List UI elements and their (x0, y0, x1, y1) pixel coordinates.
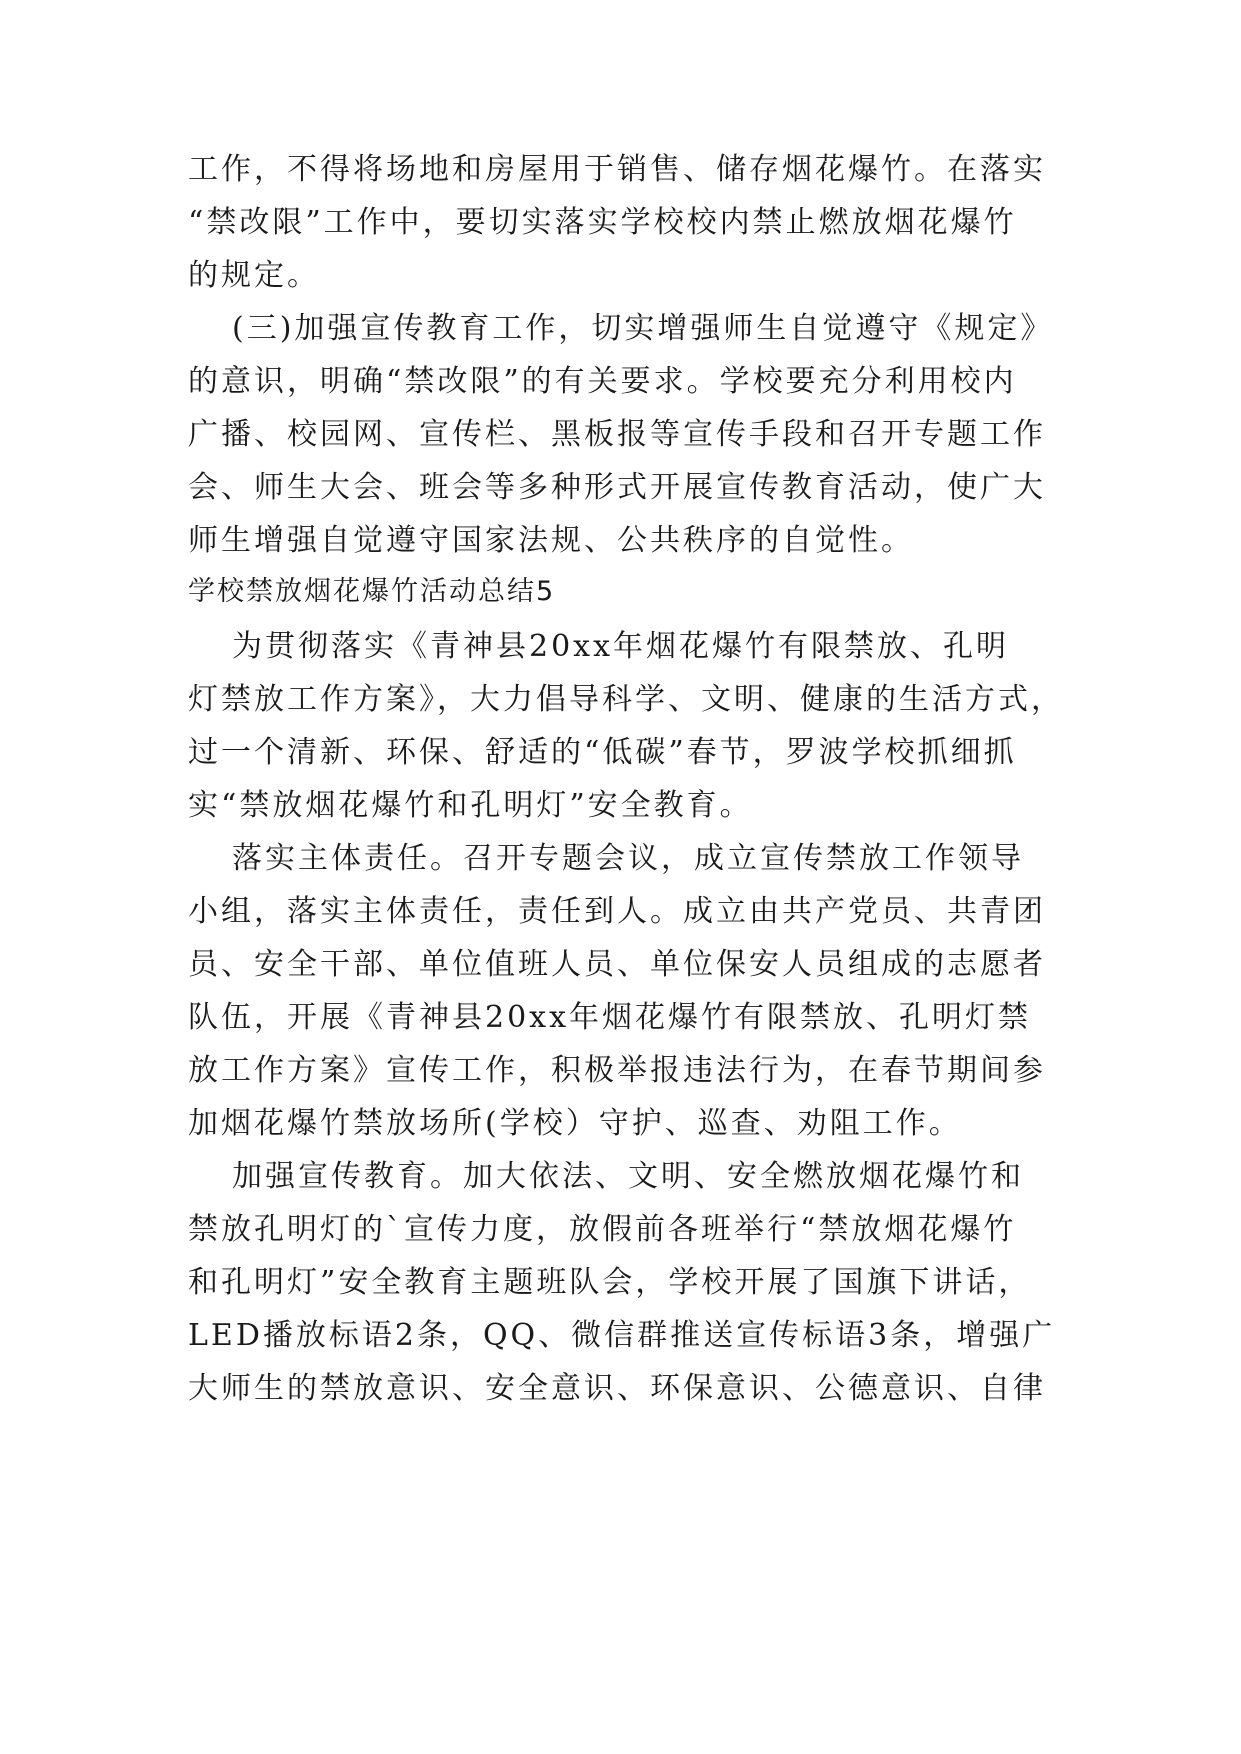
body-line: 员、安全干部、单位值班人员、单位保安人员组成的志愿者 (188, 947, 1046, 982)
body-line: “禁改限”工作中，要切实落实学校校内禁止燃放烟花爆竹 (188, 205, 1017, 240)
body-line: 广播、校园网、宣传栏、黑板报等宣传手段和召开专题工作 (188, 417, 1046, 452)
body-line: 和孔明灯”安全教育主题班队会，学校开展了国旗下讲话， (188, 1265, 1032, 1300)
paragraph-start-line: 落实主体责任。召开专题会议，成立宣传禁放工作领导 (232, 841, 1024, 876)
body-line: 大师生的禁放意识、安全意识、环保意识、公德意识、自律 (188, 1371, 1046, 1406)
body-line: 的意识，明确“禁改限”的有关要求。学校要充分利用校内 (188, 364, 1017, 399)
body-line: 加烟花爆竹禁放场所(学校）守护、巡查、劝阻工作。 (188, 1106, 962, 1141)
section-heading-line: (三)加强宣传教育工作，切实增强师生自觉遵守《规定》 (232, 311, 1054, 346)
paragraph-start-line: 为贯彻落实《青神县20xx年烟花爆竹有限禁放、孔明 (232, 629, 1010, 664)
body-line: 过一个清新、环保、舒适的“低碳”春节，罗波学校抓细抓 (188, 735, 1017, 770)
body-line: 放工作方案》宣传工作，积极举报违法行为，在春节期间参 (188, 1053, 1046, 1088)
body-line: 工作，不得将场地和房屋用于销售、储存烟花爆竹。在落实 (188, 152, 1046, 187)
body-line: 禁放孔明灯的`宣传力度，放假前各班举行“禁放烟花爆竹 (188, 1212, 1017, 1247)
body-line: 师生增强自觉遵守国家法规、公共秩序的自觉性。 (188, 523, 914, 558)
article-title: 学校禁放烟花爆竹活动总结5 (188, 576, 556, 607)
body-line: 会、师生大会、班会等多种形式开展宣传教育活动，使广大 (188, 470, 1046, 505)
body-line: 小组，落实主体责任，责任到人。成立由共产党员、共青团 (188, 894, 1046, 929)
body-line: 的规定。 (188, 258, 320, 293)
body-line: LED播放标语2条，QQ、微信群推送宣传标语3条，增强广 (188, 1318, 1056, 1353)
body-line: 实“禁放烟花爆竹和孔明灯”安全教育。 (188, 788, 753, 823)
paragraph-start-line: 加强宣传教育。加大依法、文明、安全燃放烟花爆竹和 (232, 1159, 1024, 1194)
body-line: 灯禁放工作方案》，大力倡导科学、文明、健康的生活方式， (188, 682, 1064, 717)
body-line: 队伍，开展《青神县20xx年烟花爆竹有限禁放、孔明灯禁 (188, 1000, 1032, 1035)
